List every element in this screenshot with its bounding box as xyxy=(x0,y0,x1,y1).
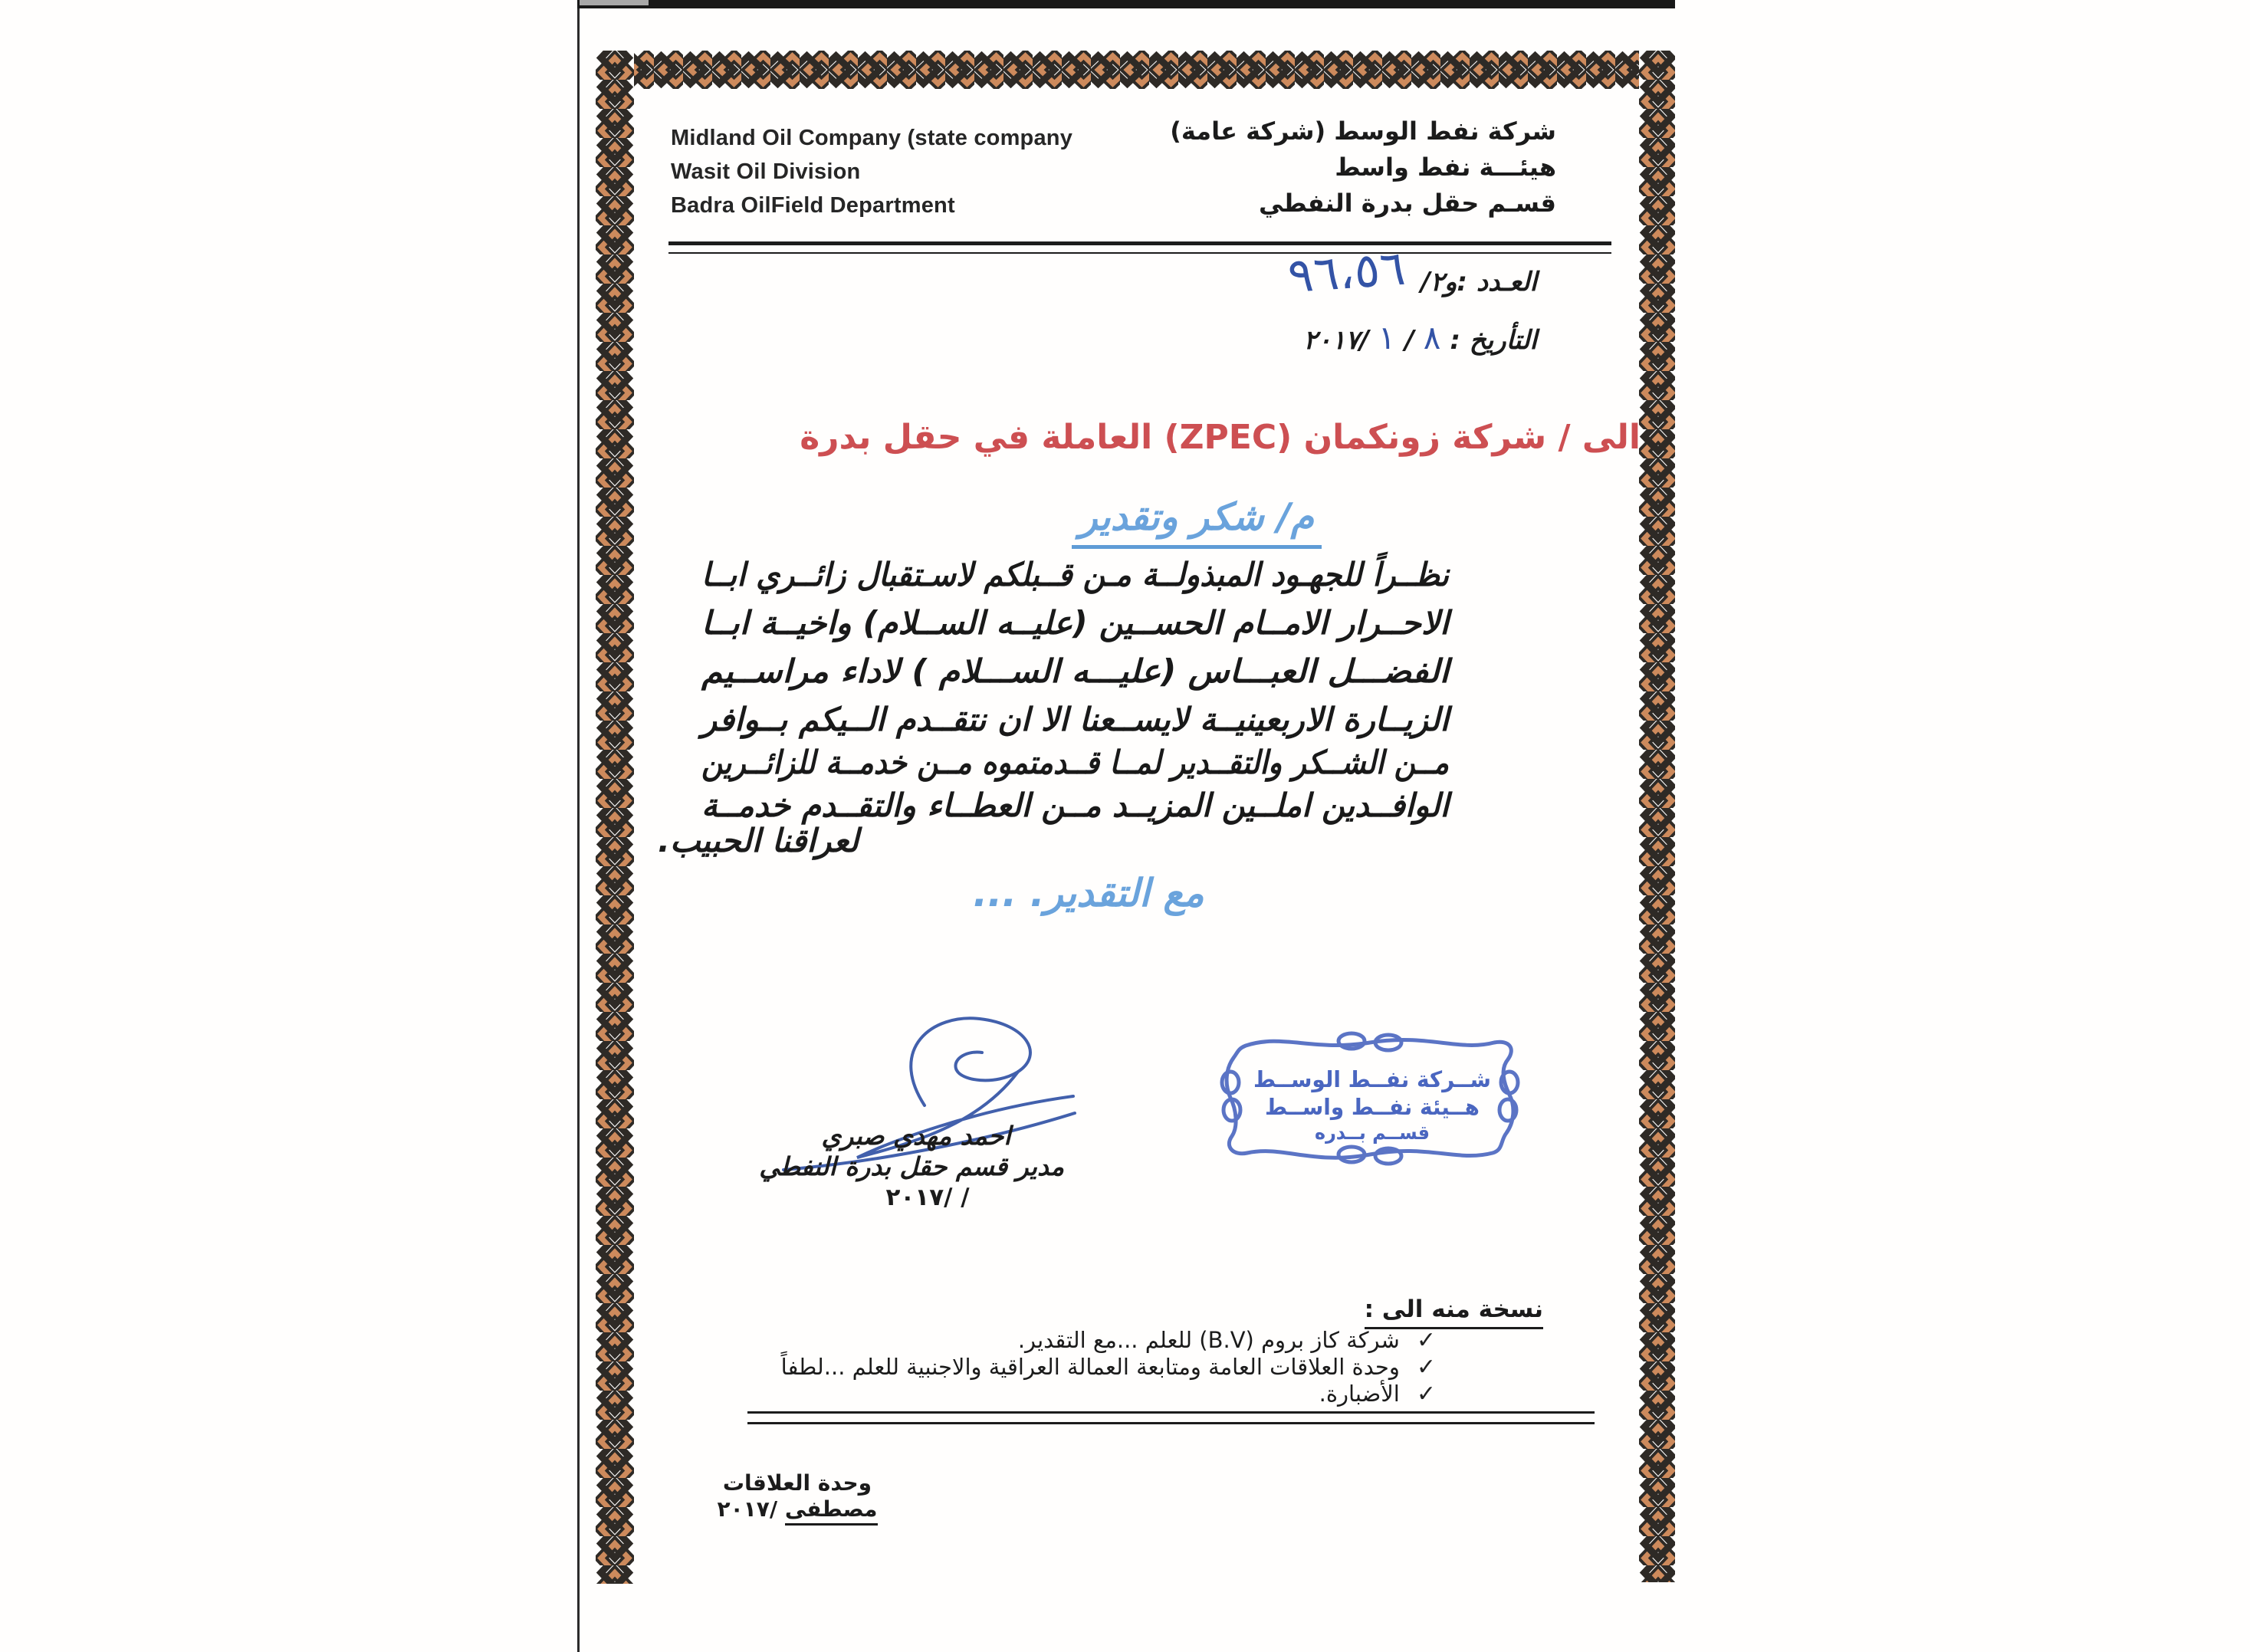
cc-item-text: وحدة العلاقات العامة ومتابعة العمالة العراقية والاجنبية للعلم ...لطفاً xyxy=(780,1354,1400,1380)
check-icon: ✓ xyxy=(1416,1327,1436,1354)
body-line-2: الاحــرار الامــام الحســين (عليــه الســلام) واخيــة ابــا xyxy=(701,604,1440,642)
body-line-1: نظــراً للجهـود المبذولــة مـن قــبلكم لاسـتقبال زائــري ابــا xyxy=(701,556,1494,593)
cc-item-text: الأضبارة. xyxy=(1319,1381,1400,1407)
ref-date-slash: / xyxy=(1404,325,1414,356)
addressee-line: الى / شركة زونكمان (ZPEC) العاملة في حقل بدرة xyxy=(800,418,1641,457)
cc-item xyxy=(781,1354,1436,1381)
signatory-date: / /٢٠١٧ xyxy=(885,1184,970,1211)
stamp-line-1: شــركة نفــط الوســط xyxy=(1253,1066,1491,1092)
footer-clerk-line xyxy=(713,1496,882,1522)
footer-unit: وحدة العلاقات xyxy=(722,1470,872,1496)
signatory-title: مدير قسم حقل بدرة النفطي xyxy=(759,1151,1064,1181)
department-en: Badra OilField Department xyxy=(671,193,955,218)
footer-rule-bottom xyxy=(747,1422,1595,1424)
ref-date-label: التأريخ : xyxy=(1450,325,1537,356)
ornamental-border-top-icon xyxy=(596,51,1675,89)
stamp-line-2: هــيئة نفــط واســط xyxy=(1265,1094,1480,1120)
check-icon: ✓ xyxy=(1416,1381,1436,1407)
department-ar: قسـم حقل بدرة النفطي xyxy=(1258,189,1556,218)
subject-line: م/ شكر وتقدير xyxy=(1072,495,1322,549)
header-rule-thick xyxy=(668,241,1611,245)
cc-item xyxy=(1319,1381,1436,1407)
division-en: Wasit Oil Division xyxy=(671,159,861,184)
company-name-en: Midland Oil Company (state company xyxy=(671,126,1073,150)
body-line-5: مــن الشــكر والتقــدير لمــا قــدمتموه مــن خدمــة للزائــرين xyxy=(701,744,1530,781)
ornamental-border-left-icon xyxy=(596,51,634,1584)
cc-item xyxy=(1018,1327,1436,1354)
ref-date-year: /٢٠١٧ xyxy=(1303,325,1369,356)
footer-rule-top xyxy=(747,1411,1595,1414)
signatory-name: احمد مهدي صبري xyxy=(821,1121,1011,1151)
division-ar: هيئـــة نفط واسط xyxy=(1335,153,1556,182)
body-last-line: لعراقنا الحبيب. xyxy=(658,822,859,859)
ref-date-day-handwritten: ٨ xyxy=(1423,319,1441,356)
header-rule-thin xyxy=(668,252,1611,254)
company-header-ar xyxy=(1127,113,1556,222)
body-line-6: الوافــدين املــين المزيــد مــن العطــاء والتقــدم خدمــة xyxy=(701,787,1459,824)
body-paragraph xyxy=(701,540,1530,832)
body-line-3: الفضـــل العبـــاس (عليـــه الســـلام ) لاداء مراســيم xyxy=(701,652,1414,690)
stamp-line-3: قســم بــدره xyxy=(1315,1122,1430,1144)
cc-heading: نسخة منه الى : xyxy=(1365,1296,1543,1329)
ref-date-row xyxy=(1303,319,1537,356)
ref-number-label: العـدد :و٢/ xyxy=(1421,267,1537,297)
cc-item-text: شركة كاز بروم (B.V) للعلم ...مع التقدير. xyxy=(1017,1327,1400,1353)
ornamental-border-right-icon xyxy=(1639,51,1675,1582)
scan-top-strip xyxy=(577,0,1675,8)
scan-edge-line xyxy=(577,0,580,1652)
company-header-en xyxy=(671,121,1161,222)
official-stamp xyxy=(1215,1024,1526,1177)
footer-clerk-name: مصطفى xyxy=(785,1496,878,1526)
company-name-ar: شركة نفط الوسط (شركة عامة) xyxy=(1170,117,1556,146)
check-icon: ✓ xyxy=(1416,1354,1436,1381)
footer-clerk-year: /٢٠١٧ xyxy=(717,1496,785,1522)
scan-top-gray-mark xyxy=(580,0,649,5)
body-line-4: الزيــارة الاربعينيــة لايســعنا الا ان نتقــدم الــيكم بــوافر xyxy=(701,701,1453,738)
ref-date-month-handwritten: ١ xyxy=(1378,319,1396,356)
ref-number-handwritten-value: ٩٦،٥٦ xyxy=(1286,239,1407,304)
closing-line: مع التقدير. ... xyxy=(973,871,1204,915)
